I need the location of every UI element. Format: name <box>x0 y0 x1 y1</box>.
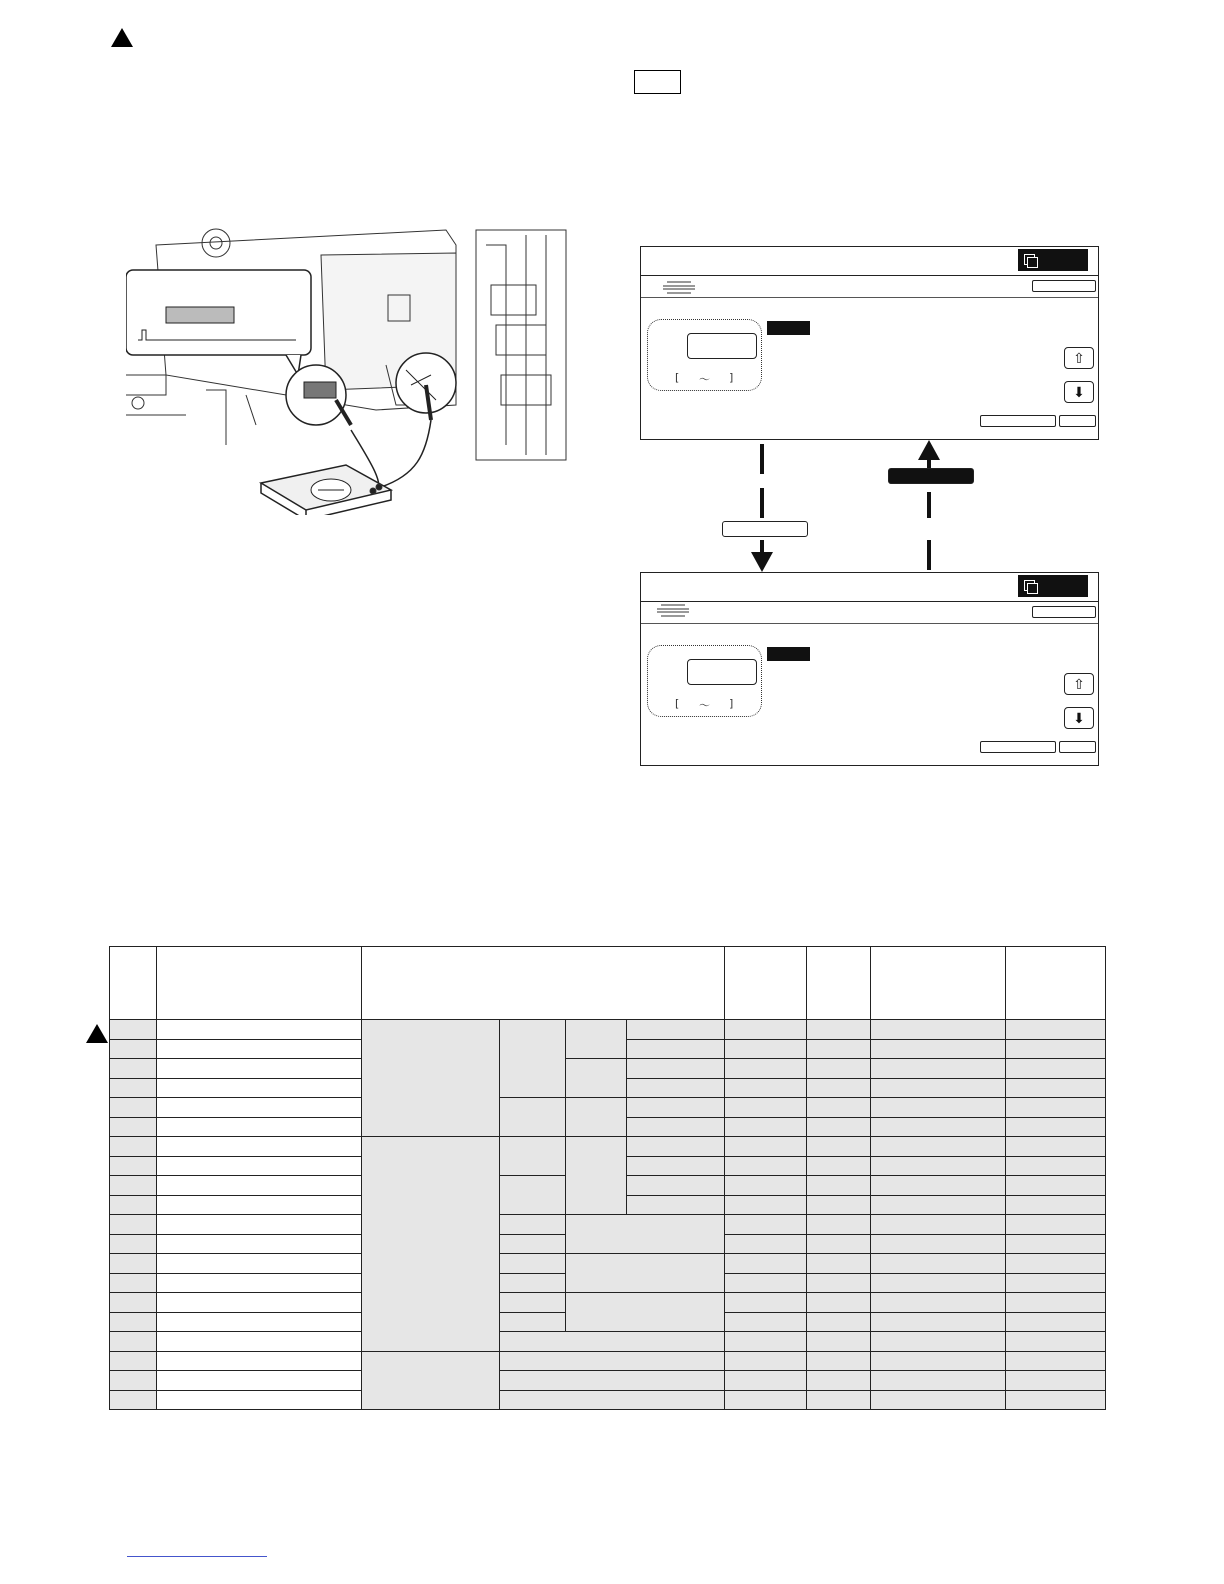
table-header <box>110 947 1106 1020</box>
arrow-down-flow-icon <box>751 552 773 572</box>
warning-triangle-icon <box>86 1024 108 1043</box>
hamburger-menu-icon <box>657 603 689 617</box>
execute-button[interactable] <box>980 415 1056 427</box>
table-row <box>110 1351 1106 1371</box>
copy-mode-icon[interactable] <box>1018 575 1088 597</box>
sub-bar <box>641 601 1098 624</box>
arrow-up-flow-icon <box>918 440 940 460</box>
footer-link[interactable] <box>127 1556 267 1557</box>
flow-button-back <box>888 468 974 484</box>
range-open: [ <box>675 697 680 710</box>
item-tag <box>767 321 810 335</box>
arrow-up-button[interactable]: ⇧ <box>1064 673 1094 695</box>
arrow-down-button[interactable]: ⬇ <box>1064 707 1094 729</box>
arrow-up-button[interactable]: ⇧ <box>1064 347 1094 369</box>
range-tilde: ～ <box>699 373 710 386</box>
value-field[interactable] <box>687 333 757 359</box>
back-button[interactable] <box>1059 741 1096 753</box>
copy-mode-icon[interactable] <box>1018 249 1088 271</box>
table-row <box>110 1254 1106 1274</box>
warning-triangle-icon <box>111 28 133 47</box>
table-row <box>110 1215 1106 1235</box>
table-row <box>110 1390 1106 1410</box>
table-row <box>110 1098 1106 1118</box>
execute-button[interactable] <box>980 741 1056 753</box>
ok-button[interactable] <box>1032 606 1096 618</box>
value-field[interactable] <box>687 659 757 685</box>
flow-button-forward <box>722 521 808 537</box>
flow-line-down <box>760 488 764 518</box>
range-close: ] <box>729 371 734 384</box>
adjustment-spec-table <box>109 946 1106 1410</box>
flow-line-up <box>927 492 931 518</box>
multimeter-measurement-illustration <box>126 225 571 515</box>
key-label-box <box>634 70 681 94</box>
table-row <box>110 1371 1106 1391</box>
table-row <box>110 1293 1106 1313</box>
table-row <box>110 1332 1106 1352</box>
table-row <box>110 1137 1106 1157</box>
range-open: [ <box>675 371 680 384</box>
ok-button[interactable] <box>1032 280 1096 292</box>
range-close: ] <box>729 697 734 710</box>
settings-screen-upper <box>640 246 1099 440</box>
item-tag <box>767 647 810 661</box>
flow-line-up <box>927 540 931 570</box>
table-row <box>110 1059 1106 1079</box>
table-row <box>110 1020 1106 1040</box>
range-tilde: ～ <box>699 699 710 712</box>
hamburger-menu-icon <box>663 280 695 294</box>
back-button[interactable] <box>1059 415 1096 427</box>
arrow-down-button[interactable]: ⬇ <box>1064 381 1094 403</box>
sub-bar <box>641 275 1098 298</box>
flow-line-down <box>760 444 764 474</box>
settings-screen-lower <box>640 572 1099 766</box>
